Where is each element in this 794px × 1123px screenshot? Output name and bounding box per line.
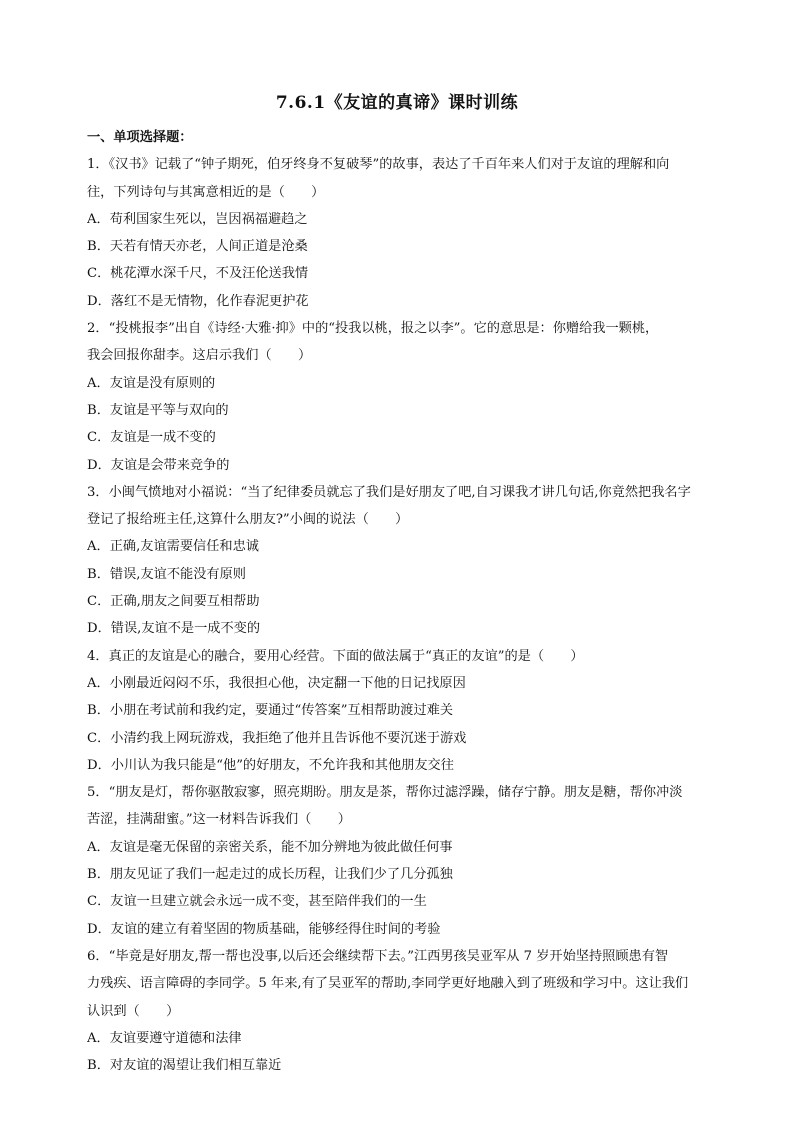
option-d: D．友谊的建立有着坚固的物质基础，能够经得住时间的考验 — [87, 921, 441, 937]
option-c: C．桃花潭水深千尺，不及汪伦送我情 — [87, 266, 309, 282]
option-c: C．正确,朋友之间要互相帮助 — [87, 594, 260, 610]
question-1 — [87, 151, 715, 315]
question-2 — [87, 315, 715, 479]
option-c: C．小清约我上网玩游戏，我拒绝了他并且告诉他不要沉迷于游戏 — [87, 730, 467, 746]
question-stem-line: 苦涩，挂满甜蜜。”这一材料告诉我们（ ） — [87, 812, 351, 828]
question-stem-line: 力残疾、语言障碍的李同学。5 年来,有了吴亚军的帮助,李同学更好地融入到了班级和学习中。这让我们 — [87, 976, 689, 992]
question-stem-line: 往，下列诗句与其寓意相近的是（ ） — [87, 184, 325, 200]
question-stem-line: 5．“朋友是灯，帮你驱散寂寥，照亮期盼。朋友是茶，帮你过滤浮躁，储存宁静。朋友是糖，帮你冲淡 — [87, 785, 683, 801]
question-stem-line: 1．《汉书》记载了“钟子期死，伯牙终身不复破琴”的故事，表达了千百年来人们对于友谊的理解和向 — [87, 157, 670, 173]
option-a: A．正确,友谊需要信任和忠诚 — [87, 539, 259, 555]
document-title: 7.6.1《友谊的真谛》课时训练 — [275, 93, 519, 113]
option-b: B．友谊是平等与双向的 — [87, 402, 229, 418]
question-stem-line: 2．“投桃报李”出自《诗经·大雅·抑》中的“投我以桃，报之以李”。它的意思是：你赠给我一颗桃， — [87, 321, 659, 337]
question-3 — [87, 479, 715, 643]
option-a: A．友谊是没有原则的 — [87, 375, 216, 391]
question-list — [87, 124, 715, 1079]
option-c: C．友谊是一成不变的 — [87, 430, 216, 446]
option-a: A．苟利国家生死以，岂因祸福避趋之 — [87, 211, 308, 227]
option-a: A．友谊是毫无保留的亲密关系，能不加分辨地为彼此做任何事 — [87, 839, 453, 855]
question-5 — [87, 779, 715, 943]
question-stem-line: 3．小闽气愤地对小福说：“当了纪律委员就忘了我们是好朋友了吧,自习课我才讲几句话,你竟然把我名字 — [87, 484, 691, 500]
option-d: D．落红不是无情物，化作春泥更护花 — [87, 293, 309, 309]
option-a: A．友谊要遵守道德和法律 — [87, 1030, 242, 1046]
option-d: D．友谊是会带来竞争的 — [87, 457, 230, 473]
question-stem-line: 登记了报给班主任,这算什么朋友?”小闽的说法（ ） — [87, 512, 409, 528]
question-stem-line: 认识到（ ） — [87, 1003, 180, 1019]
option-b: B．天若有情天亦老，人间正道是沧桑 — [87, 239, 308, 255]
question-stem-line: 4．真正的友谊是心的融合，要用心经营。下面的做法属于“真正的友谊”的是（ ） — [87, 648, 584, 664]
option-a: A．小刚最近闷闷不乐，我很担心他，决定翻一下他的日记找原因 — [87, 675, 466, 691]
question-4 — [87, 643, 715, 779]
question-stem-line: 6．“毕竟是好朋友,帮一帮也没事,以后还会继续帮下去。”江西男孩吴亚军从 7 岁开始坚持照顾患有智 — [87, 948, 669, 964]
option-d: D．小川认为我只能是“他”的好朋友，不允许我和其他朋友交往 — [87, 757, 454, 773]
option-b: B．朋友见证了我们一起走过的成长历程，让我们少了几分孤独 — [87, 867, 453, 883]
option-b: B．错误,友谊不能没有原则 — [87, 566, 246, 582]
option-c: C．友谊一旦建立就会永远一成不变，甚至陪伴我们的一生 — [87, 894, 427, 910]
question-6 — [87, 943, 715, 1079]
option-b: B．小朋在考试前和我约定，要通过“传答案”互相帮助渡过难关 — [87, 703, 454, 719]
option-d: D．错误,友谊不是一成不变的 — [87, 621, 261, 637]
question-stem-line: 我会回报你甜李。这启示我们（ ） — [87, 348, 312, 364]
section-heading: 一、单项选择题： — [87, 130, 193, 145]
option-b: B．对友谊的渴望让我们相互靠近 — [87, 1058, 282, 1074]
